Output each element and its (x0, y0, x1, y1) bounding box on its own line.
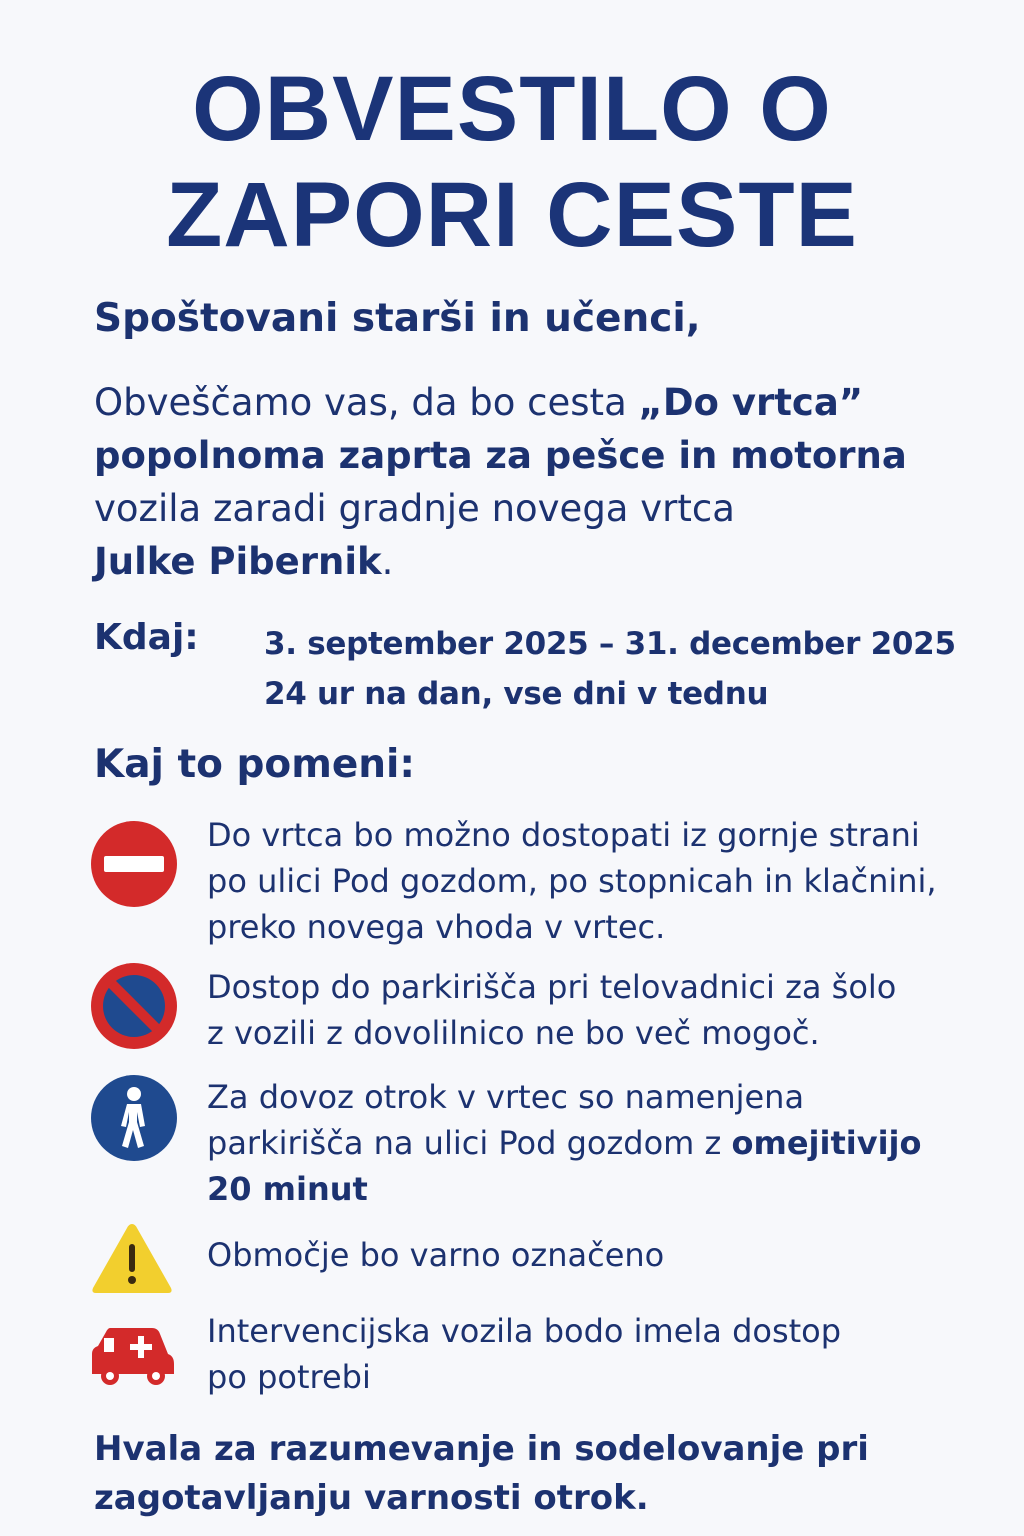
road-name: „Do vrtca” (638, 381, 864, 424)
intro-line-1: Obveščamo vas, da bo cesta „Do vrtca” (94, 381, 864, 424)
intro-line-4: Julke Pibernik. (94, 540, 394, 583)
when-value (264, 619, 956, 719)
footer-thanks: Hvala za razumevanje in sodelovanje pri zagotavljanju varnosti otrok. (94, 1429, 869, 1518)
when-label: Kdaj: (94, 617, 199, 658)
greeting: Spoštovani starši in učenci, (94, 296, 701, 341)
title-line-2: ZAPORI CESTE (166, 164, 858, 266)
when-dates: 3. september 2025 – 31. december 2025 (264, 626, 956, 662)
page-title (0, 56, 1024, 268)
no-entry-icon (90, 820, 178, 908)
pedestrian-icon (90, 1074, 178, 1162)
meaning-heading: Kaj to pomeni: (94, 742, 416, 787)
kindergarten-name: Julke Pibernik (94, 540, 382, 583)
warning-icon (90, 1220, 174, 1296)
ambulance-icon (90, 1324, 176, 1388)
when-hours: 24 ur na dan, vse dni v tednu (264, 676, 769, 712)
no-parking-icon (90, 962, 178, 1050)
intro-line-2: popolnoma zaprta za pešce in motorna (94, 434, 907, 477)
title-line-1: OBVESTILO O (192, 58, 832, 160)
intro-line-3: vozila zaradi gradnje novega vrtca (94, 487, 735, 530)
intro-paragraph (94, 376, 954, 588)
